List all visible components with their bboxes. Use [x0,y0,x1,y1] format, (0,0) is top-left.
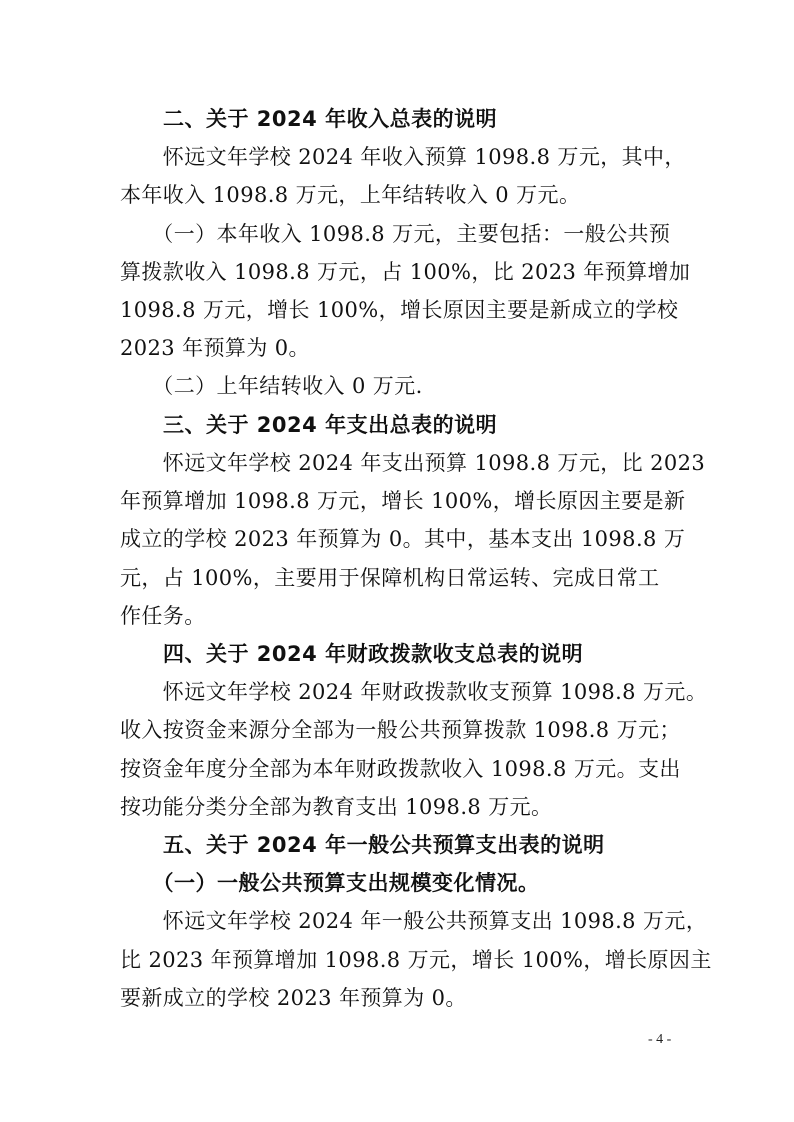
paragraph-line: 年预算增加 1098.8 万元，增长 100%，增长原因主要是新 [120,489,686,513]
page-number: - 4 - [648,1032,672,1047]
section-heading-expenditure-summary: 三、关于 2024 年支出总表的说明 [120,413,498,437]
paragraph-line: 作任务。 [120,604,206,628]
paragraph-line: 按资金年度分全部为本年财政拨款收入 1098.8 万元。支出 [120,757,681,781]
paragraph-line: 怀远文年学校 2024 年支出预算 1098.8 万元，比 2023 [120,451,706,475]
paragraph-line: 1098.8 万元，增长 100%，增长原因主要是新成立的学校 [120,298,679,322]
paragraph-line: 要新成立的学校 2023 年预算为 0。 [120,986,467,1010]
paragraph-line: 按功能分类分全部为教育支出 1098.8 万元。 [120,795,553,819]
paragraph-line: （二）上年结转收入 0 万元. [120,374,423,398]
paragraph-line: 比 2023 年预算增加 1098.8 万元，增长 100%，增长原因主 [120,948,712,972]
paragraph-line: 怀远文年学校 2024 年收入预算 1098.8 万元，其中， [120,145,686,169]
paragraph-line: 本年收入 1098.8 万元，上年结转收入 0 万元。 [120,183,581,207]
paragraph-line: 怀远文年学校 2024 年财政拨款收支预算 1098.8 万元。 [120,680,708,704]
paragraph-line: 收入按资金来源分全部为一般公共预算拨款 1098.8 万元； [120,718,681,742]
paragraph-line: （一）本年收入 1098.8 万元，主要包括：一般公共预 [120,222,671,246]
paragraph-line: 算拨款收入 1098.8 万元，占 100%，比 2023 年预算增加 [120,260,691,284]
section-heading-fiscal-allocation: 四、关于 2024 年财政拨款收支总表的说明 [120,642,584,666]
section-heading-general-budget: 五、关于 2024 年一般公共预算支出表的说明 [120,833,605,857]
paragraph-line: 元，占 100%，主要用于保障机构日常运转、完成日常工 [120,566,660,590]
paragraph-line: 2023 年预算为 0。 [120,336,310,360]
subsection-heading-scale-change: （一）一般公共预算支出规模变化情况。 [120,871,540,895]
section-heading-income-summary: 二、关于 2024 年收入总表的说明 [120,107,498,131]
paragraph-line: 成立的学校 2023 年预算为 0。其中，基本支出 1098.8 万 [120,527,686,551]
paragraph-line: 怀远文年学校 2024 年一般公共预算支出 1098.8 万元， [120,909,708,933]
